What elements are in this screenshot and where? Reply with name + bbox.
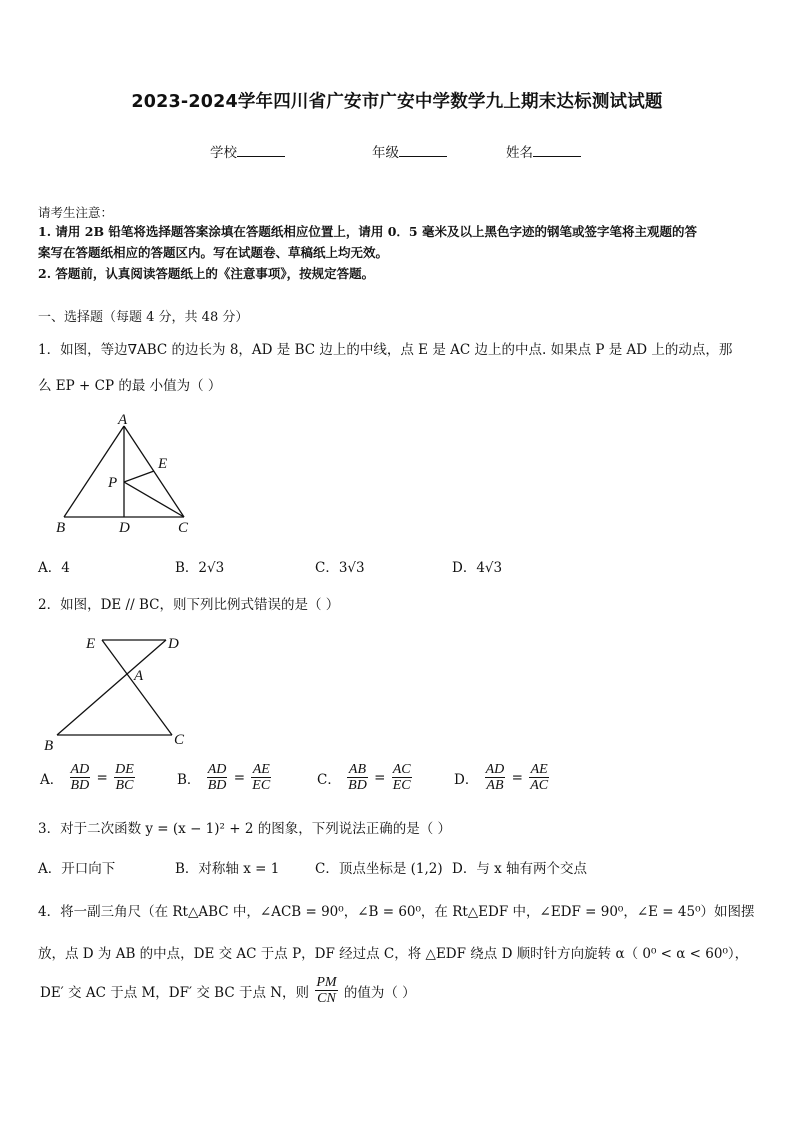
q1-label-c: C [178, 520, 189, 536]
q2-option-c[interactable] [315, 762, 412, 793]
school-label: 学校 [210, 145, 237, 161]
notice-line-2-text: 案写在答题纸相应的答题区内。写在试题卷、草稿纸上均无效。 [38, 245, 389, 260]
q2-option-d-left-num: AD [485, 762, 505, 777]
q2-option-c-left-num: AB [348, 762, 367, 777]
q3-option-c[interactable]: C．顶点坐标是 (1,2) [315, 861, 443, 877]
name-field[interactable] [506, 141, 581, 161]
q2-option-d-equals: = [511, 769, 523, 786]
q3-option-a[interactable]: A．开口向下 [38, 861, 116, 877]
grade-field[interactable] [372, 141, 447, 161]
q4-fraction-num: PM [316, 975, 337, 990]
q2-option-b-right-fraction [251, 762, 271, 793]
school-blank[interactable] [237, 144, 285, 157]
q1-stem-line-2: 么 EP + CP 的最 小值为（ ） [38, 378, 222, 394]
name-label: 姓名 [506, 145, 533, 161]
q3-option-d[interactable]: D．与 x 轴有两个交点 [452, 861, 588, 877]
q2-label-a: A [134, 668, 144, 684]
q2-option-a-left-num: AD [70, 762, 90, 777]
grade-blank[interactable] [399, 144, 447, 157]
q2-option-c-right-fraction [392, 762, 412, 793]
q2-option-d-right-den: AC [530, 778, 549, 793]
q2-option-a-left-fraction [70, 762, 91, 793]
q2-option-a-label: A． [40, 771, 64, 788]
section-title: 一、选择题（每题 4 分，共 48 分） [38, 310, 249, 325]
q2-label-b: B [44, 738, 54, 752]
page-title: 2023-2024学年四川省广安市广安中学数学九上期末达标测试试题 [131, 92, 663, 112]
school-field[interactable] [210, 141, 285, 161]
q1-stem-line-1: 1．如图，等边∇ABC 的边长为 8，AD 是 BC 边上的中线，点 E 是 AC 边上的中点. 如果点 P 是 AD 上的动点，那 [38, 342, 733, 358]
q2-label-c: C [174, 732, 185, 748]
q2-option-a-left-den: BD [70, 778, 90, 793]
q2-label-e: E [86, 636, 96, 652]
q2-segment-db [57, 640, 166, 735]
notice-heading: 请考生注意： [38, 205, 114, 220]
q1-segment-pe [124, 471, 154, 482]
q2-option-b-left-den: BD [207, 778, 227, 793]
q2-option-b-left-fraction [207, 762, 228, 793]
name-blank[interactable] [533, 144, 581, 157]
grade-label: 年级 [372, 145, 399, 161]
q2-option-a-right-fraction [114, 762, 135, 793]
notice-line-3 [38, 263, 758, 284]
notice-line-3-text: 2. 答题前，认真阅读答题纸上的《注意事项》，按规定答题。 [38, 266, 375, 281]
notice-line-1-text: 1. 请用 2B 铅笔将选择题答案涂填在答题纸相应位置上，请用 0．5 毫米及以上黑色字迹的钢笔或签字笔将主观题的答 [38, 224, 697, 239]
q2-option-c-left-fraction [347, 762, 368, 793]
q2-option-b-equals: = [233, 769, 245, 786]
q1-label-b: B [56, 520, 66, 536]
q2-option-c-right-num: AC [392, 762, 411, 777]
q1-label-d: D [119, 520, 130, 536]
q1-option-c[interactable]: C．3√3 [315, 560, 365, 576]
q2-option-b-right-num: AE [252, 762, 270, 777]
q1-option-a[interactable]: A．4 [38, 560, 70, 576]
q4-stem-line-3 [38, 975, 418, 1006]
q3-option-b[interactable]: B．对称轴 x = 1 [175, 861, 280, 877]
q1-side-ab [64, 426, 124, 517]
q2-option-d-left-den: AB [486, 778, 504, 793]
q4-line-3-pre: DE′ 交 AC 于点 M，DF′ 交 BC 于点 N，则 [40, 984, 310, 1001]
notice-line-1 [38, 221, 758, 242]
q2-option-b-label: B． [177, 771, 201, 788]
q2-option-c-equals: = [374, 769, 386, 786]
q2-option-d-right-fraction [529, 762, 549, 793]
q2-option-a-right-num: DE [115, 762, 134, 777]
q2-option-d-label: D． [454, 771, 479, 788]
q4-fraction-den: CN [317, 991, 336, 1006]
q2-option-b-left-num: AD [207, 762, 227, 777]
q1-label-p: P [108, 475, 118, 491]
q1-figure [50, 410, 200, 538]
q2-label-d: D [168, 636, 179, 652]
q1-label-a: A [118, 412, 128, 428]
q2-option-b-right-den: EC [252, 778, 271, 793]
q2-figure [40, 630, 200, 752]
q2-option-c-right-den: EC [392, 778, 411, 793]
q2-option-d-left-fraction [485, 762, 506, 793]
q2-option-c-label: C． [317, 771, 341, 788]
q2-option-b[interactable] [175, 762, 271, 793]
q2-option-c-left-den: BD [348, 778, 367, 793]
q2-option-a[interactable] [38, 762, 135, 793]
q4-line-3-post: 的值为（ ） [343, 984, 416, 1001]
q1-label-e: E [158, 456, 168, 472]
q4-stem-line-1: 4．将一副三角尺（在 Rt△ABC 中，∠ACB = 90⁰，∠B = 60⁰，在 Rt△EDF 中，∠EDF = 90⁰，∠E = 45⁰）如图摆 [38, 904, 755, 920]
notice-line-2 [38, 242, 758, 263]
q1-option-d[interactable]: D．4√3 [452, 560, 503, 576]
q4-stem-line-2: 放，点 D 为 AB 的中点，DE 交 AC 于点 P，DF 经过点 C，将 △EDF 绕点 D 顺时针方向旋转 α（ 0⁰ < α < 60⁰）， [38, 946, 749, 962]
q2-option-d-right-num: AE [530, 762, 548, 777]
q2-stem: 2．如图，DE // BC，则下列比例式错误的是（ ） [38, 597, 340, 613]
q1-option-b[interactable]: B．2√3 [175, 560, 225, 576]
q2-option-a-equals: = [96, 769, 108, 786]
q2-option-a-right-den: BC [115, 778, 134, 793]
q1-segment-pc [124, 482, 184, 517]
q4-fraction [315, 975, 337, 1006]
q2-segment-ec [102, 640, 172, 735]
q2-option-d[interactable] [452, 762, 549, 793]
q3-stem: 3．对于二次函数 y = (x − 1)² + 2 的图象，下列说法正确的是（ ） [38, 821, 452, 837]
